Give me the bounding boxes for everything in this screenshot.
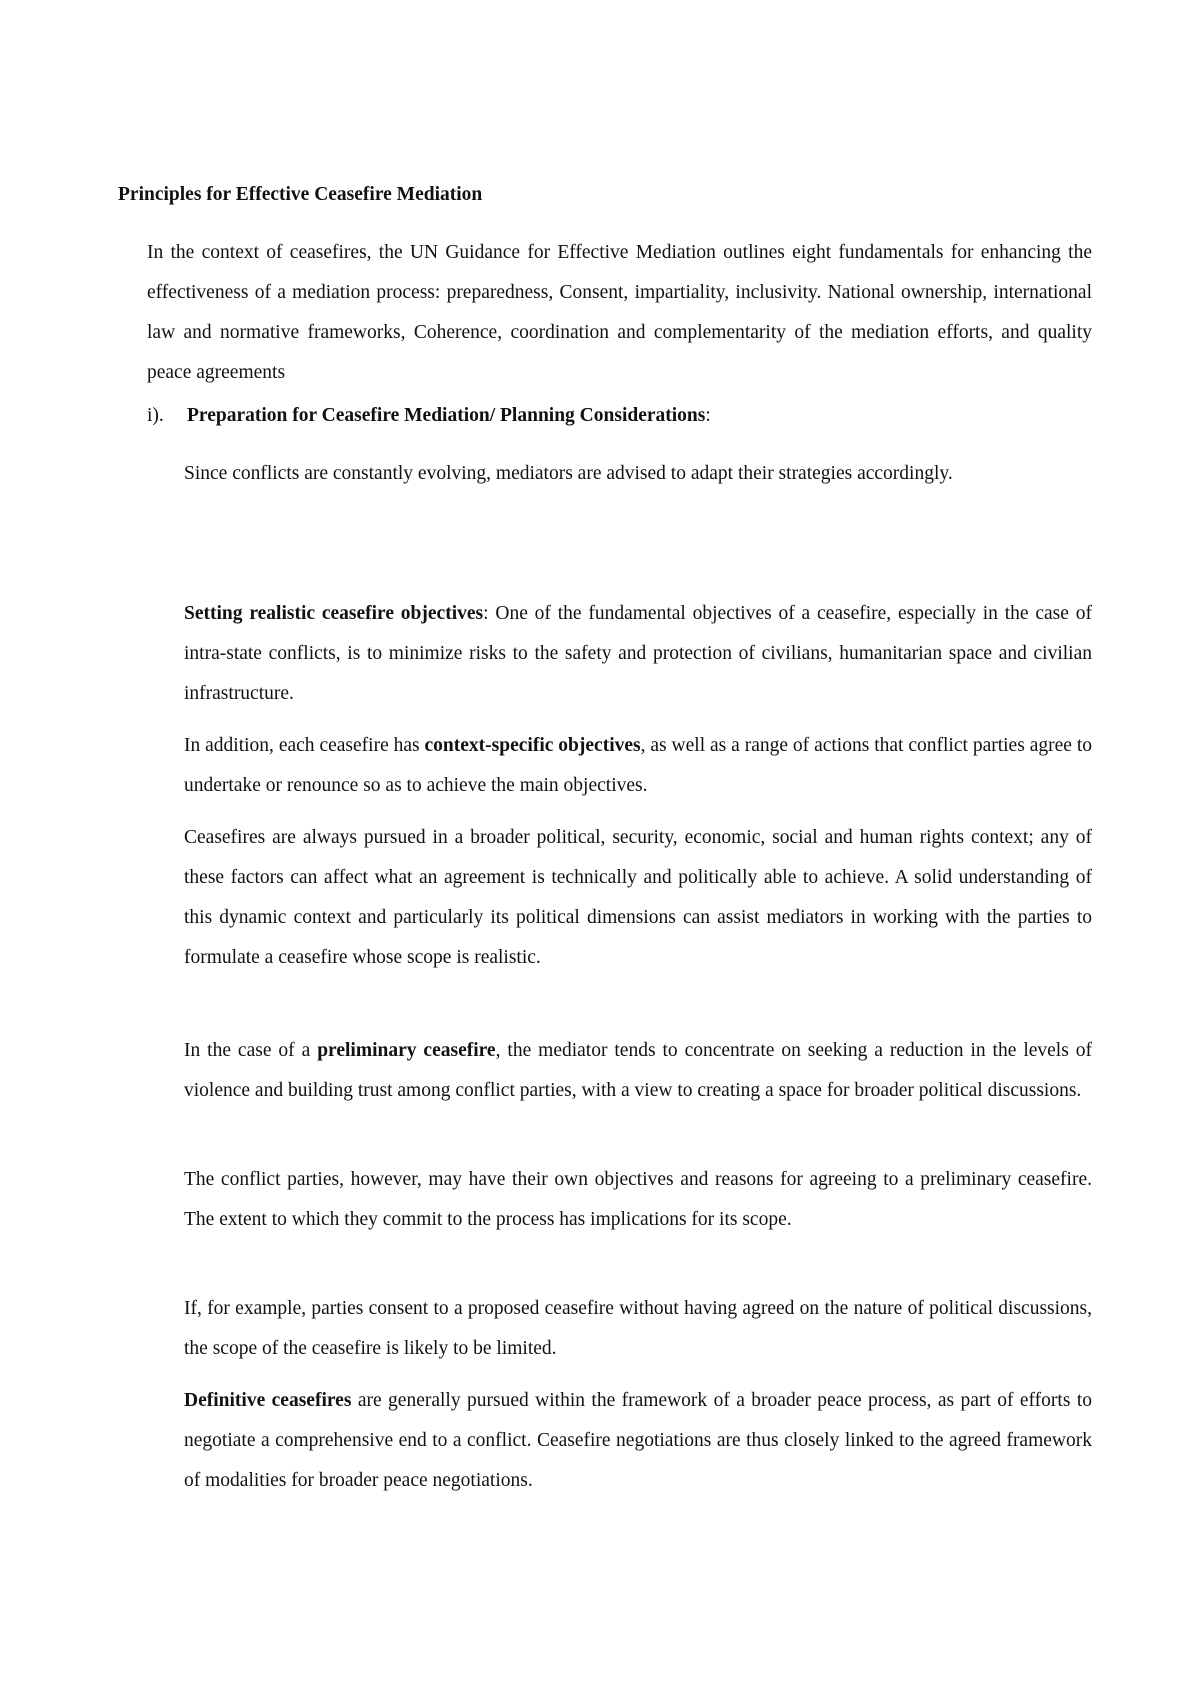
paragraph-context-after: , as well as a range of actions that conflict parties agree to undertake or renounce so as to achieve the main objectives. [184,735,1092,796]
paragraph-objectives-text: : One of the fundamental objectives of a ceasefire, especially in the case of intra-state conflicts, is to minimize risks to the safety and protection of civilians, humanitarian space and civilian infrastructure. [184,603,1092,704]
term-realistic-objectives: Setting realistic ceasefire objectives [184,603,484,624]
paragraph-preliminary-after: , the mediator tends to concentrate on seeking a reduction in the levels of violence and building trust among conflict parties, with a view to creating a space for broader political discussions. [184,1040,1092,1101]
paragraph-example: If, for example, parties consent to a proposed ceasefire without having agreed on the nature of political discussions, the scope of the ceasefire is likely to be limited. [184,1298,1092,1359]
paragraph-evolving: Since conflicts are constantly evolving, mediators are advised to adapt their strategies accordingly. [184,463,953,484]
paragraph-definitive-text: are generally pursued within the framework of a broader peace process, as part of efforts to negotiate a comprehensive end to a conflict. Ceasefire negotiations are thus closely linked to the agreed framework of modalities for broader peace negotiations. [184,1390,1092,1491]
section-number: i). [147,405,164,426]
intro-paragraph: In the context of ceasefires, the UN Guidance for Effective Mediation outlines eight fundamentals for enhancing the effectiveness of a mediation process: preparedness, Consent, impartiality, inclusivity. National ownership, international law and normative frameworks, Coherence, coordination and complementarity of the mediation efforts, and quality peace agreements [147,242,1092,383]
paragraph-parties: The conflict parties, however, may have their own objectives and reasons for agreeing to a preliminary ceasefire. The extent to which they commit to the process has implications for its scope. [184,1169,1092,1230]
term-context-specific: context-specific objectives [424,735,641,756]
paragraph-broader-context: Ceasefires are always pursued in a broader political, security, economic, social and human rights context; any of these factors can affect what an agreement is technically and politically able to achieve. A solid understanding of this dynamic context and particularly its political dimensions can assist mediators in working with the parties to formulate a ceasefire whose scope is realistic. [184,827,1092,968]
paragraph-preliminary-before: In the case of a [184,1040,318,1061]
paragraph-definitive [184,1381,1092,1501]
paragraph-context-before: In addition, each ceasefire has [184,735,425,756]
document-title: Principles for Effective Ceasefire Mediation [118,184,483,205]
term-definitive-ceasefires: Definitive ceasefires [184,1390,352,1411]
section-heading [147,405,711,427]
paragraph-context-specific [184,726,1092,806]
section-heading-suffix: : [705,405,711,426]
paragraph-preliminary [184,1031,1092,1111]
section-heading-text: Preparation for Ceasefire Mediation/ Planning Considerations [187,405,706,426]
term-preliminary-ceasefire: preliminary ceasefire [317,1040,496,1061]
paragraph-objectives [184,594,1092,714]
